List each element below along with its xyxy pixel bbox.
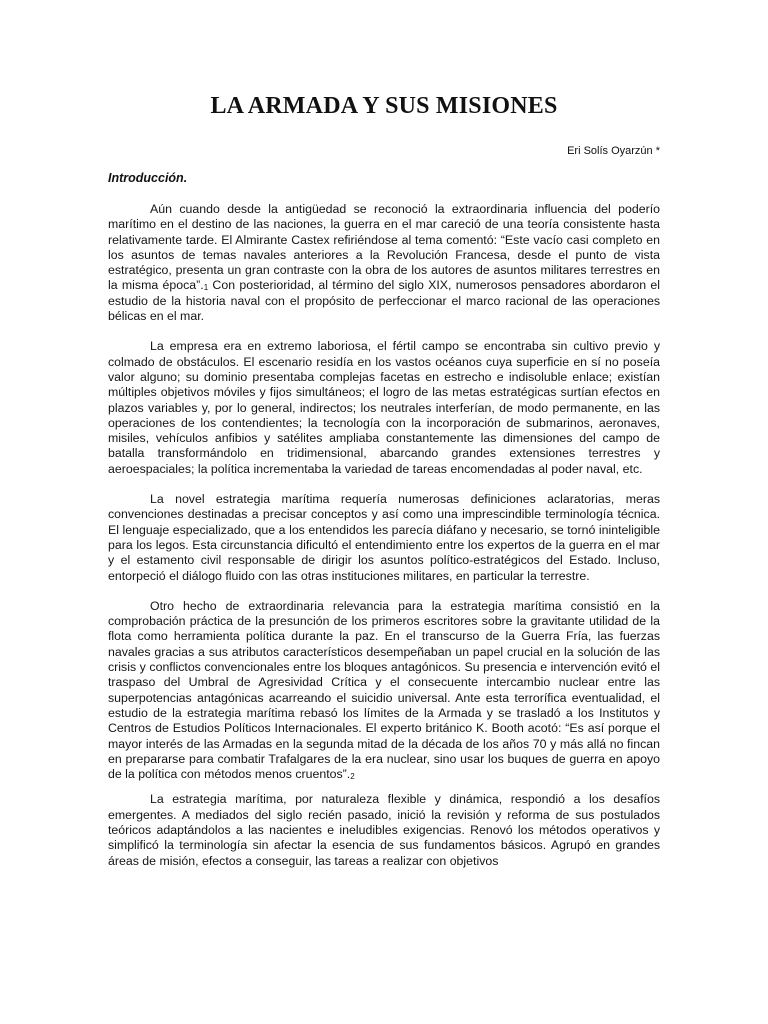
footnote-marker[interactable]: 2 [350,772,355,782]
paragraph-1 [108,202,660,324]
paragraph-text: La estrategia marítima, por naturaleza flexible y dinámica, respondió a los desafíos emergentes. A mediados del siglo recién pasado, inició la revisión y reforma de sus postulados teóricos adaptándolos a las nacientes e ineludibles exigencias. Renovó los métodos operativos y simplificó la terminología sin afectar la esencia de sus fundamentos básicos. Agrupó en grandes áreas de misión, efectos a conseguir, las tareas a realizar con objetivos [108,792,660,868]
document-title: LA ARMADA Y SUS MISIONES [210,93,558,119]
paragraph-2 [108,339,660,477]
paragraph-text: Aún cuando desde la antigüedad se reconoció la extraordinaria influencia del poderío marítimo en el destino de las naciones, la guerra en el mar careció de una teoría consistente hasta relativamente tarde. El Almirante Castex refiriéndose al tema comentó: “Este vacío casi completo en los asuntos de temas navales anteriores a la Revolución Francesa, desde el punto de vista estratégico, presenta un gran contraste con la obra de los autores de asuntos militares terrestres en la misma época”. [108,202,660,293]
paragraph-3 [108,492,660,584]
paragraph-text: Con posterioridad, al término del siglo XIX, numerosos pensadores abordaron el estudio de la historia naval con el propósito de perfeccionar el marco racional de las operaciones bélicas en el mar. [108,278,661,324]
paragraph-4 [108,599,660,783]
footnote-marker[interactable]: 1 [203,283,209,293]
section-heading: Introducción. [108,171,188,185]
paragraph-5 [108,792,660,868]
paragraph-text: La novel estrategia marítima requería numerosas definiciones aclaratorias, meras convenciones destinadas a precisar conceptos y así como una imprescindible terminología técnica. El lenguaje especializado, que a los entendidos les parecía diáfano y necesario, se tornó ininteligible para los legos. Esta circunstancia dificultó el entendimiento entre los expertos de la guerra en el mar y el estamento civil responsable de dirigir los asuntos político-estratégicos del Estado. Incluso, entorpeció el diálogo fluido con las otras instituciones militares, en particular la terrestre. [108,492,660,583]
author-line: Eri Solís Oyarzún * [567,145,660,157]
paragraph-text: Otro hecho de extraordinaria relevancia para la estrategia marítima consistió en la comprobación práctica de la presunción de los primeros escritores sobre la gravitante utilidad de la flota como herramienta política durante la paz. En el transcurso de la Guerra Fría, las fuerzas navales gracias a sus atributos característicos desempeñaban un papel crucial en la solución de las crisis y conflictos convencionales entre los bloques antagónicos. Su presencia e intervención evitó el traspaso del Umbral de Agresividad Crítica y el consecuente intercambio nuclear entre las superpotencias antagónicas acarreando el suicidio universal. Ante esta terrorífica eventualidad, el estudio de la estrategia marítima rebasó los límites de la Armada y se trasladó a los Institutos y Centros de Estudios Políticos Internacionales. El experto británico K. Booth acotó: “Es así porque el mayor interés de las Armadas en la segunda mitad de la década de los años 70 y más allá no fincan en prepararse para combatir Trafalgares de la era nuclear, sino usar los buques de guerra en apoyo de la política con métodos menos cruentos”. [108,598,660,782]
paragraph-text: La empresa era en extremo laboriosa, el fértil campo se encontraba sin cultivo previo y colmado de obstáculos. El escenario residía en los vastos océanos cuya superficie en sí no poseía valor alguno; su dominio presentaba complejas facetas en estrecho e indisoluble enlace; existían múltiples objetivos móviles y fijos simultáneos; el logro de las metas estratégicas surtían efectos en plazos variables y, por lo general, indirectos; los neutrales interferían, de modo permanente, en las operaciones de los contendientes; la tecnología con la incorporación de submarinos, aeronaves, misiles, vehículos anfibios y satélites ampliaba constantemente las dimensiones del campo de batalla transformándolo en tridimensional, abarcando grandes extensiones terrestres y aeroespaciales; la política incrementaba la variedad de tareas encomendadas al poder naval, etc. [108,339,660,476]
